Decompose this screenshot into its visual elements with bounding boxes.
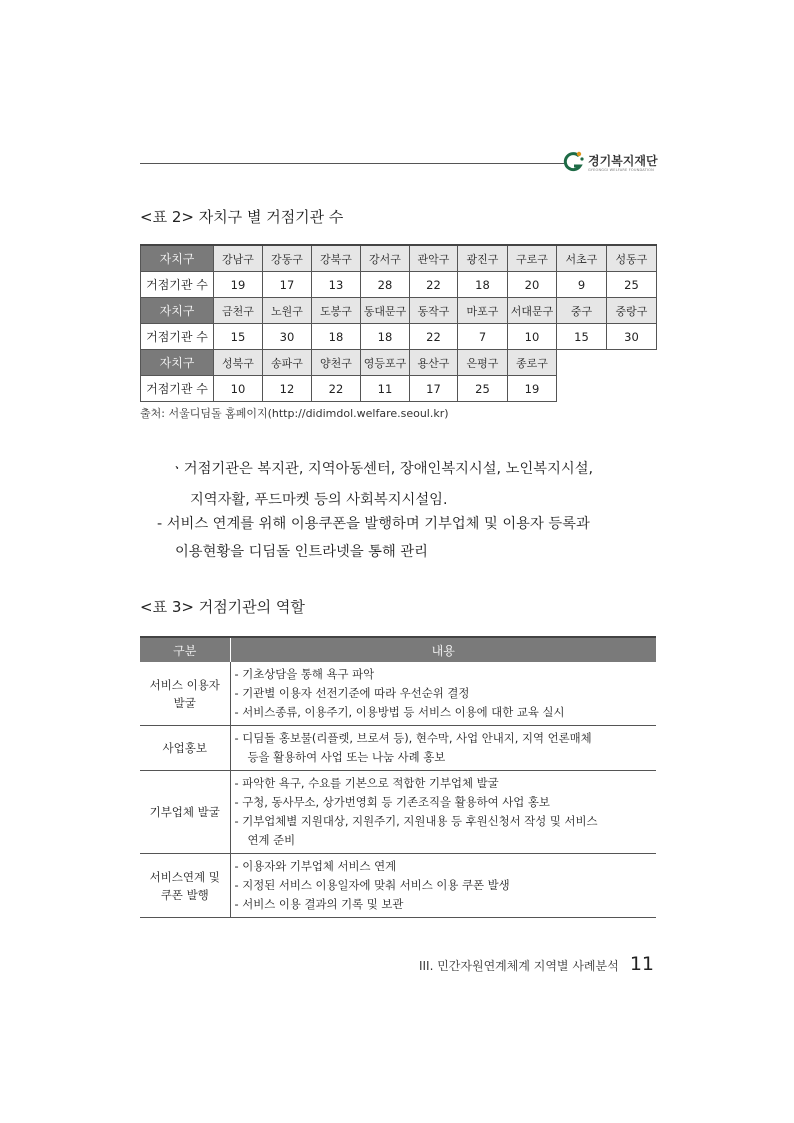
role-content-line: - 이용자와 기부업체 서비스 연계 [234,859,397,873]
table2-caption: <표 2> 자치구 별 거점기관 수 [140,208,344,226]
role-content [230,662,656,726]
district-cell: 동대문구 [361,298,410,324]
count-cell: 25 [458,376,508,402]
table3 [140,636,656,918]
role-category-line: 기부업체 발굴 [149,805,220,819]
role-row [140,854,656,918]
role-content-line: - 서비스 이용 결과의 기록 및 보관 [234,897,404,911]
district-cell: 서대문구 [508,298,557,324]
table3-header-content: 내용 [230,637,656,662]
count-cell: 22 [312,376,361,402]
district-cell: 양천구 [312,350,361,376]
role-category [140,726,230,771]
count-row [141,324,657,350]
logo-text: 경기복지재단 [588,154,658,168]
role-content [230,726,656,771]
role-content-line: - 기초상담을 통해 욕구 파악 [234,667,375,681]
role-category-line: 서비스연계 및 [149,869,220,884]
role-content-line: 연계 준비 [247,833,296,847]
empty-cell [557,350,607,376]
district-cell: 성북구 [214,350,263,376]
count-cell: 17 [410,376,458,402]
role-content [230,854,656,918]
district-cell: 용산구 [410,350,458,376]
count-cell: 15 [214,324,263,350]
district-cell: 서초구 [557,245,607,272]
count-row [141,376,657,402]
district-cell: 노원구 [263,298,312,324]
role-content-line: - 서비스종류, 이용주기, 이용방법 등 서비스 이용에 대한 교육 실시 [234,705,565,719]
count-cell: 11 [361,376,410,402]
district-cell: 동작구 [410,298,458,324]
count-cell: 20 [508,272,557,298]
chapter-title: III. 민간자원연계체계 지역별 사례분석 [418,959,619,973]
count-cell: 17 [263,272,312,298]
district-cell: 광진구 [458,245,508,272]
district-row [141,298,657,324]
district-cell: 강남구 [214,245,263,272]
district-cell: 도봉구 [312,298,361,324]
district-label: 자치구 [141,298,214,324]
role-content-line: - 파악한 욕구, 수요를 기본으로 적합한 기부업체 발굴 [234,776,499,790]
district-cell: 은평구 [458,350,508,376]
role-category [140,771,230,854]
page-footer [419,953,654,975]
bullet-paragraph-line1: ㆍ거점기관은 복지관, 지역아동센터, 장애인복지시설, 노인복지시설, [170,461,594,477]
count-cell: 22 [410,272,458,298]
count-label: 거점기관 수 [141,324,214,350]
count-cell: 10 [508,324,557,350]
count-cell: 9 [557,272,607,298]
role-content-line: 등을 활용하여 사업 또는 나눔 사례 홍보 [247,750,446,764]
district-cell: 마포구 [458,298,508,324]
count-cell: 12 [263,376,312,402]
role-content-line: - 기부업체별 지원대상, 지원주기, 지원내용 등 후원신청서 작성 및 서비스 [234,814,598,828]
count-cell: 19 [508,376,557,402]
role-row [140,726,656,771]
count-row [141,272,657,298]
district-cell: 강서구 [361,245,410,272]
empty-cell [607,376,657,402]
count-cell: 25 [607,272,657,298]
count-cell: 30 [607,324,657,350]
district-cell: 강북구 [312,245,361,272]
count-cell: 18 [312,324,361,350]
count-cell: 7 [458,324,508,350]
count-cell: 18 [458,272,508,298]
role-category-line: 사업홍보 [162,741,207,755]
district-label: 자치구 [141,350,214,376]
header-rule [140,163,564,164]
district-label: 자치구 [141,245,214,272]
role-content-line: - 구청, 동사무소, 상가번영회 등 기존조직을 활용하여 사업 홍보 [234,795,550,809]
count-cell: 18 [361,324,410,350]
count-cell: 10 [214,376,263,402]
count-cell: 28 [361,272,410,298]
district-cell: 관악구 [410,245,458,272]
role-category-line: 발굴 [173,695,196,710]
empty-cell [557,376,607,402]
role-row [140,771,656,854]
count-cell: 19 [214,272,263,298]
role-content [230,771,656,854]
count-label: 거점기관 수 [141,272,214,298]
role-content-line: - 디딤돌 홍보물(리플렛, 브로셔 등), 현수막, 사업 안내지, 지역 언론매체 [234,731,592,745]
bullet-paragraph-line2: 지역자활, 푸드마켓 등의 사회복지시설임. [190,492,448,508]
district-cell: 중구 [557,298,607,324]
dash-paragraph-line2: 이용현황을 디딤돌 인트라넷을 통해 관리 [175,544,428,560]
district-cell: 구로구 [508,245,557,272]
logo [562,148,662,180]
foundation-logo-icon [562,150,584,174]
district-cell: 금천구 [214,298,263,324]
page-number: 11 [629,953,654,975]
district-cell: 성동구 [607,245,657,272]
district-cell: 강동구 [263,245,312,272]
role-row [140,662,656,726]
role-category [140,662,230,726]
district-cell: 종로구 [508,350,557,376]
count-label: 거점기관 수 [141,376,214,402]
table3-header-category: 구분 [140,637,230,662]
count-cell: 15 [557,324,607,350]
role-category [140,854,230,918]
count-cell: 22 [410,324,458,350]
district-cell: 중랑구 [607,298,657,324]
table2-source: 출처: 서울디딤돌 홈페이지(http://didimdol.welfare.seoul.kr) [140,407,449,420]
role-content-line: - 지정된 서비스 이용일자에 맞춰 서비스 이용 쿠폰 발생 [234,878,510,892]
count-cell: 13 [312,272,361,298]
role-content-line: - 기관별 이용자 선전기준에 따라 우선순위 결정 [234,686,470,700]
role-category-line: 쿠폰 발행 [160,887,209,902]
table3-caption: <표 3> 거점기관의 역할 [140,598,305,616]
dash-paragraph-line1: - 서비스 연계를 위해 이용쿠폰을 발행하며 기부업체 및 이용자 등록과 [157,516,590,532]
district-cell: 영등포구 [361,350,410,376]
district-row [141,350,657,376]
table2 [140,244,657,402]
count-cell: 30 [263,324,312,350]
role-category-line: 서비스 이용자 [149,677,220,692]
empty-cell [607,350,657,376]
district-row [141,245,657,272]
district-cell: 송파구 [263,350,312,376]
logo-subtext: GYEONGGI WELFARE FOUNDATION [588,168,654,172]
